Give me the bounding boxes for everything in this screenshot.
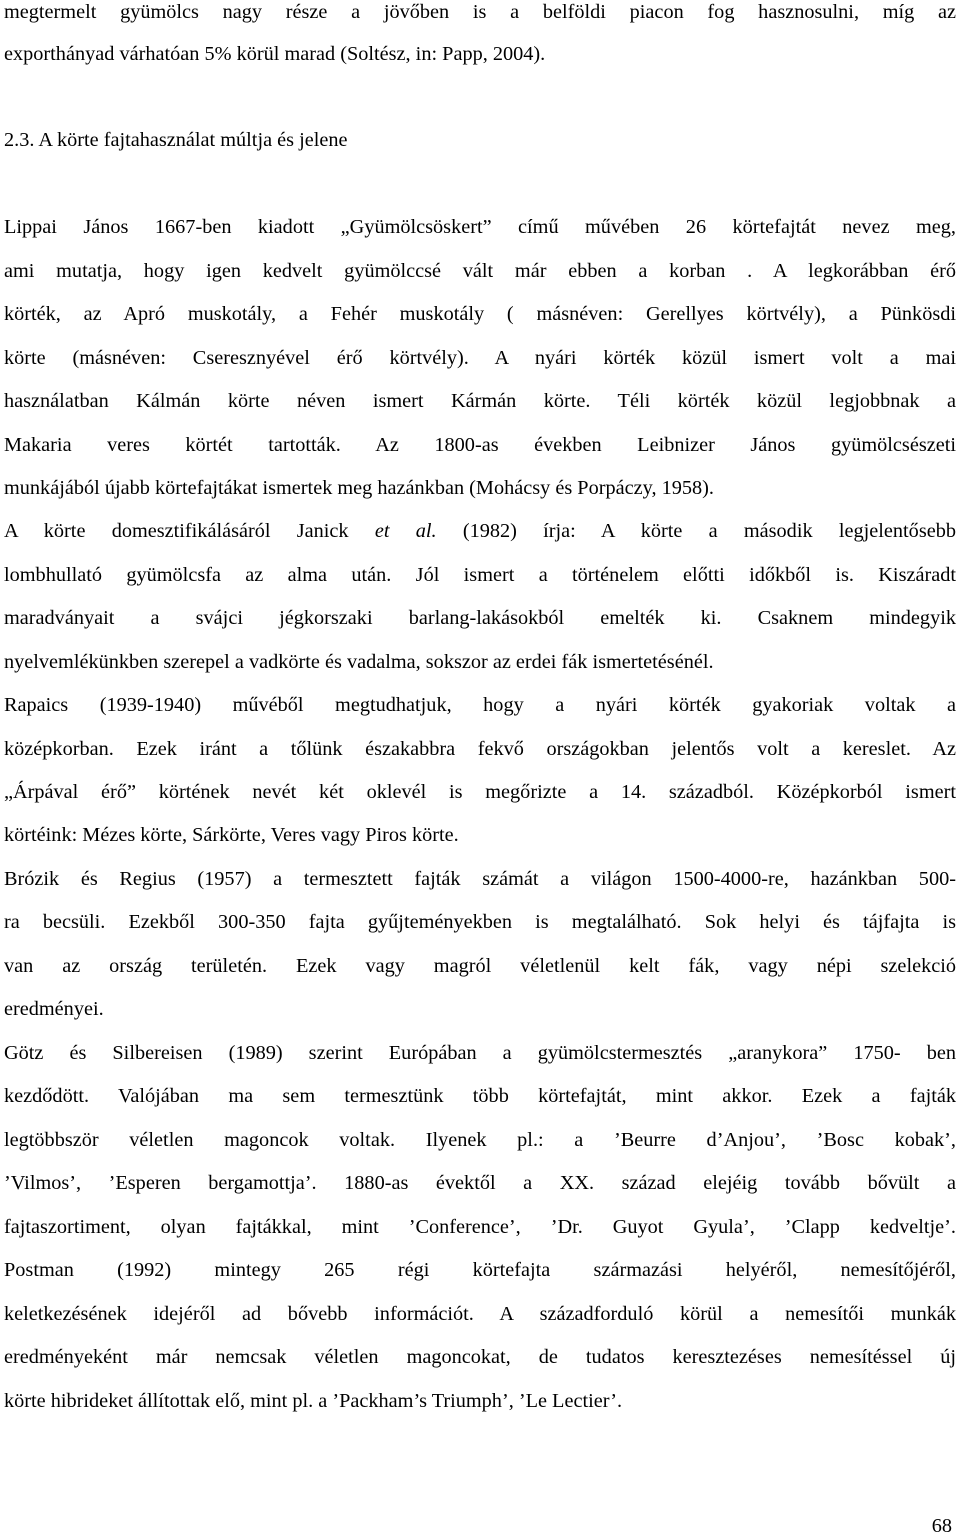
text-line: maradványait a svájci jégkorszaki barlang-lakásokból emelték ki. Csaknem mindegyik [4,607,956,629]
text-line: eredményeként már nemcsak véletlen magoncokat, de tudatos keresztezéses nemesítéssel új [4,1346,956,1368]
text-line: körte (másnéven: Cseresznyével érő körtvély). A nyári körték közül ismert volt a mai [4,347,956,369]
text-line: Postman (1992) mintegy 265 régi körtefajta származási helyéről, nemesítőjéről, [4,1259,956,1281]
page-number: 68 [931,1515,952,1537]
text-line: ami mutatja, hogy igen kedvelt gyümölccsé vált már ebben a korban . A legkorábban érő [4,260,956,282]
text-line: használatban Kálmán körte néven ismert Kármán körte. Téli körték közül legjobbnak a [4,390,956,412]
text-line: „Árpával érő” körtének nevét két oklevél is megőrizte a 14. századból. Középkorból ismert [4,781,956,803]
section-heading: 2.3. A körte fajtahasználat múltja és jelene [4,129,348,151]
text-line: munkájából újabb körtefajtákat ismertek meg hazánkban (Mohácsy és Porpáczy, 1958). [4,477,714,499]
text-line: Lippai János 1667-ben kiadott „Gyümölcsöskert” című művében 26 körtefajtát nevez meg, [4,216,956,238]
text-line: A körte domesztifikálásáról Janick et al. (1982) írja: A körte a második legjelentősebb [4,520,956,542]
text-line: Makaria veres körtét tartották. Az 1800-as években Leibnizer János gyümölcsészeti [4,434,956,456]
text-line: körték, az Apró muskotály, a Fehér muskotály ( másnéven: Gerellyes körtvély), a Pünkösdi [4,303,956,325]
text-line: körte hibrideket állítottak elő, mint pl. a ’Packham’s Triumph’, ’Le Lectier’. [4,1390,623,1412]
text-line: lombhullató gyümölcsfa az alma után. Jól ismert a történelem előtti időkből is. Kiszáradt [4,564,956,586]
text-line: keletkezésének idejéről ad bővebb információt. A századforduló körül a nemesítői munkák [4,1303,956,1325]
text-line: nyelvemlékünkben szerepel a vadkörte és vadalma, sokszor az erdei fák ismertetésénél. [4,651,714,673]
text-line: középkorban. Ezek iránt a tőlünk északabbra fekvő országokban jelentős volt a kereslet. Az [4,738,956,760]
text-line: legtöbbször véletlen magoncok voltak. Ilyenek pl.: a ’Beurre d’Anjou’, ’Bosc kobak’, [4,1129,956,1151]
text-line: ra becsüli. Ezekből 300-350 fajta gyűjteményekben is megtalálható. Sok helyi és tájfajta is [4,911,956,933]
text-line: van az ország területén. Ezek vagy magról véletlenül kelt fák, vagy népi szelekció [4,955,956,977]
text-line: Rapaics (1939-1940) művéből megtudhatjuk, hogy a nyári körték gyakoriak voltak a [4,694,956,716]
text-line: ’Vilmos’, ’Esperen bergamottja’. 1880-as évektől a XX. század elejéig tovább bővült a [4,1172,956,1194]
text-line: körtéink: Mézes körte, Sárkörte, Veres vagy Piros körte. [4,824,459,846]
text-line: exporthányad várhatóan 5% körül marad (Soltész, in: Papp, 2004). [4,43,546,65]
text-line: kezdődött. Valójában ma sem termesztünk több körtefajtát, mint akkor. Ezek a fajták [4,1085,956,1107]
text-line: fajtaszortiment, olyan fajtákkal, mint ’Conference’, ’Dr. Guyot Gyula’, ’Clapp kedveltje’. [4,1216,956,1238]
text-line: Götz és Silbereisen (1989) szerint Európában a gyümölcstermesztés „aranykora” 1750- ben [4,1042,956,1064]
text-line: megtermelt gyümölcs nagy része a jövőben is a belföldi piacon fog hasznosulni, míg az [4,1,956,23]
text-line: eredményei. [4,998,104,1020]
text-line: Brózik és Regius (1957) a termesztett fajták számát a világon 1500-4000-re, hazánkban 500- [4,868,956,890]
